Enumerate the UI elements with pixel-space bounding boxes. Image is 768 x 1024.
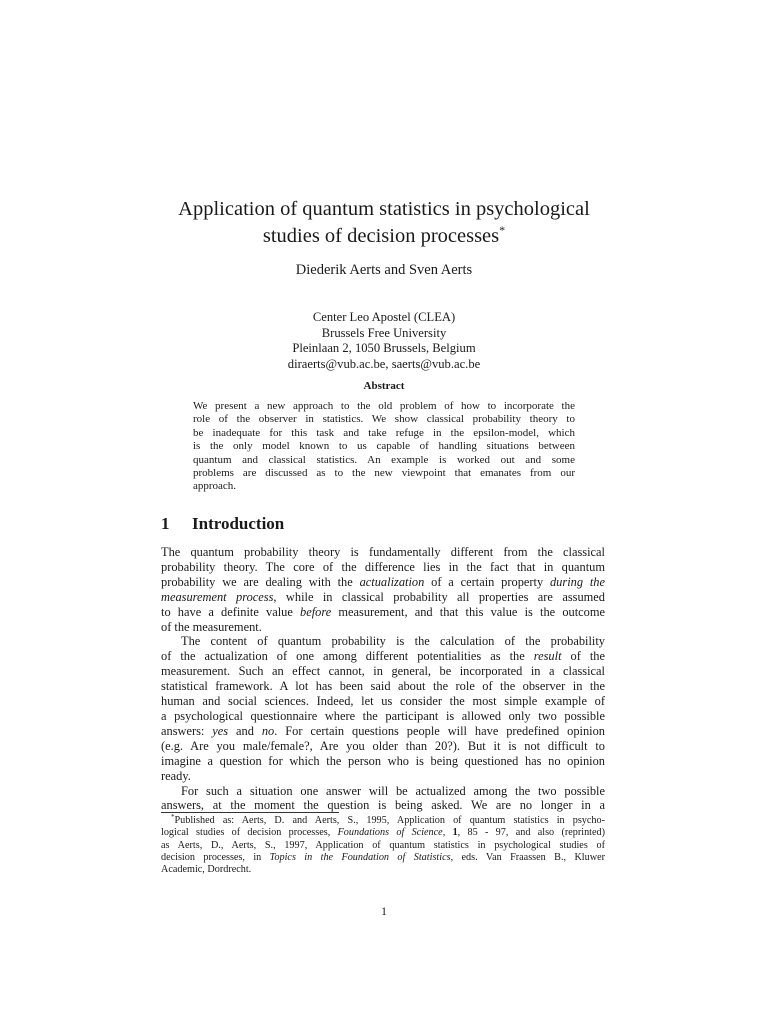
page-number: 1 — [381, 904, 387, 918]
body-line: imagine a question for which the person who is being questioned has no opinion — [161, 753, 605, 768]
title-line-2: studies of decision processes* — [262, 223, 506, 247]
body-line: of the measurement. — [161, 619, 262, 634]
footnote-line: Academic, Dordrecht. — [161, 864, 252, 876]
title-footnote-marker[interactable]: * — [499, 223, 506, 237]
abstract-line: approach. — [193, 480, 237, 493]
paper-authors: Diederik Aerts and Sven Aerts — [295, 262, 473, 278]
abstract-line: be inadequate for this task and take refuge in the epsilon-model, which — [193, 426, 575, 439]
body-line: measurement process, while in classical probability all properties are assumed — [161, 589, 605, 604]
body-line: For such a situation one answer will be actualized among the two possible — [181, 783, 605, 798]
body-line: measurement. Such an effect cannot, in general, be incorporated in a classical — [161, 664, 605, 679]
footnote-line: logical studies of decision processes, Foundations of Science, 1, 85 - 97, and also (reprinted) — [161, 827, 606, 839]
affiliation-line: Pleinlaan 2, 1050 Brussels, Belgium — [292, 341, 476, 355]
abstract-line: problems are discussed as to the new viewpoint that emanates from our — [193, 467, 575, 480]
paper-title — [140, 196, 628, 250]
body-line: of the actualization of one among different potentialities as the result of the — [161, 649, 606, 664]
abstract-heading: Abstract — [363, 380, 405, 392]
abstract-text — [193, 400, 575, 494]
body-line: (e.g. Are you male/female?, Are you older than 20?). But it is not difficult to — [161, 738, 605, 753]
body-line: to have a definite value before measurement, and that this value is the outcome — [161, 604, 605, 619]
abstract-line: We present a new approach to the old problem of how to incorporate the — [193, 400, 575, 412]
affiliation-line: Brussels Free University — [321, 325, 447, 340]
abstract-line: role of the observer in statistics. We show classical probability theory to — [193, 413, 575, 426]
section-heading-introduction — [161, 514, 284, 534]
footnote-line: *Published as: Aerts, D. and Aerts, S., 1995, Application of quantum statistics in psycho- — [171, 813, 605, 826]
body-line: probability theory. The core of the difference lies in the fact that in quantum — [161, 559, 605, 574]
body-line: The content of quantum probability is the calculation of the probability — [181, 634, 605, 649]
abstract-line: quantum and classical statistics. An example is worked out and some — [193, 453, 575, 466]
introduction-body — [161, 545, 605, 813]
footnote-line: as Aerts, D., Aerts, S., 1997, Application of quantum statistics in psychological studies of — [161, 839, 605, 851]
abstract-line: is the only model known to us capable of handling situations between — [193, 440, 575, 453]
footnote-rule — [161, 812, 339, 813]
section-number: 1 — [161, 514, 170, 533]
footnote — [161, 815, 605, 876]
body-line: answers, at the moment the question is being asked. We are no longer in a — [161, 798, 605, 813]
section-title: Introduction — [192, 514, 285, 533]
body-line: The quantum probability theory is fundamentally different from the classical — [161, 545, 605, 559]
affiliation-block — [0, 310, 768, 372]
affiliation-emails: diraerts@vub.ac.be, saerts@vub.ac.be — [287, 356, 481, 371]
body-line: probability we are dealing with the actualization of a certain property during the — [161, 574, 606, 589]
body-line: ready. — [161, 768, 191, 783]
title-line-1: Application of quantum statistics in psychological — [178, 198, 590, 220]
affiliation-line: Center Leo Apostel (CLEA) — [312, 310, 456, 324]
body-line: statistical framework. A lot has been said about the role of the observer in the — [161, 679, 605, 694]
footnote-line: decision processes, in Topics in the Foundation of Statistics, eds. Van Fraassen B., Kluwer — [161, 851, 606, 863]
footnote-marker: * — [171, 813, 175, 821]
body-line: a psychological questionnaire where the participant is allowed only two possible — [161, 708, 605, 723]
body-line: human and social sciences. Indeed, let us consider the most simple example of — [161, 694, 605, 709]
body-line: answers: yes and no. For certain questions people will have predefined opinion — [161, 723, 605, 738]
